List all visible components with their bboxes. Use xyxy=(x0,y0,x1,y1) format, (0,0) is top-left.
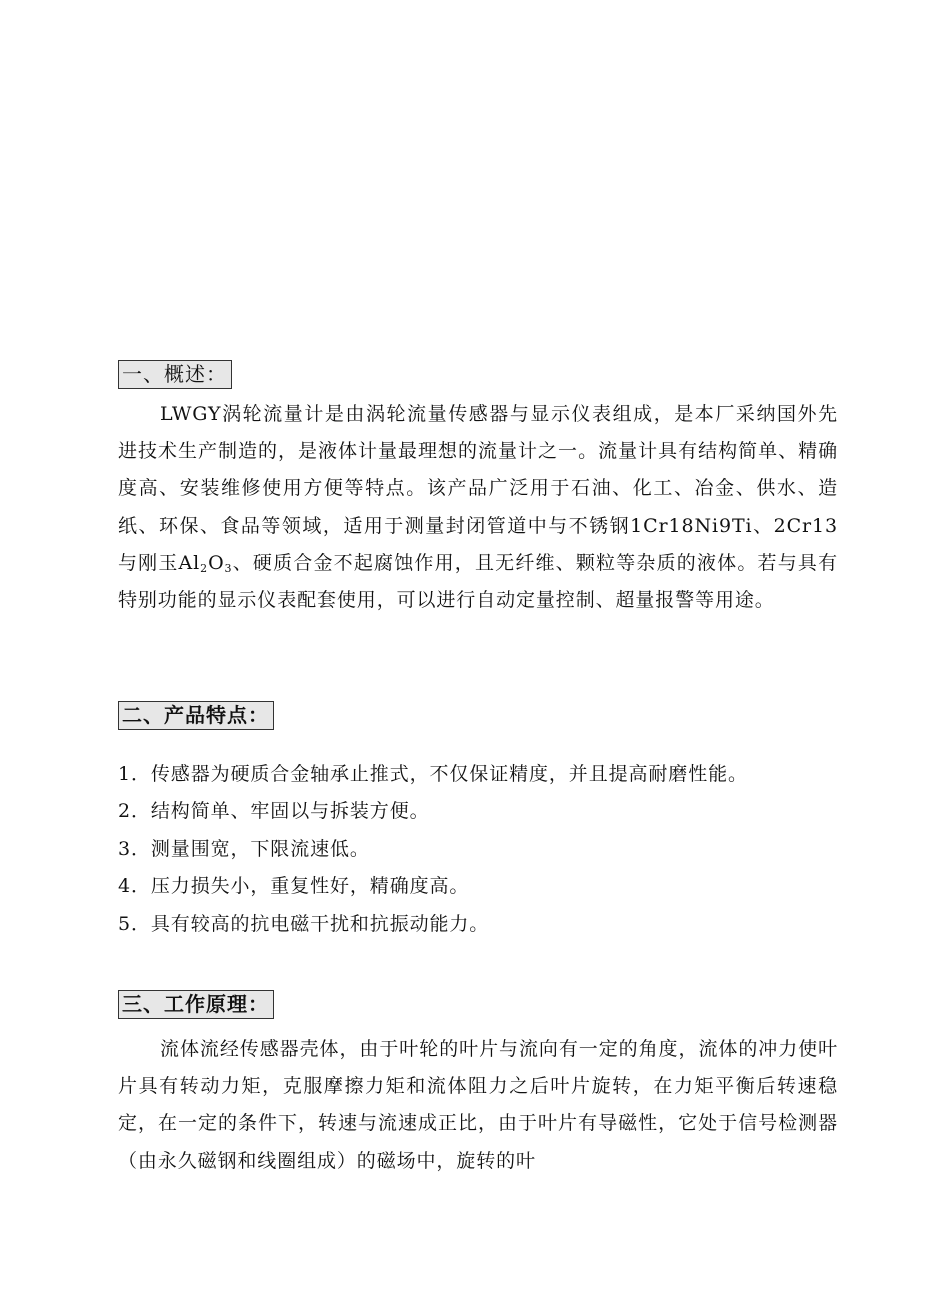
feature-item: 2．结构简单、牢固以与拆装方便。 xyxy=(118,800,430,822)
feature-item: 5．具有较高的抗电磁干扰和抗振动能力。 xyxy=(118,913,490,935)
section-heading-principle: 三、工作原理： xyxy=(118,990,274,1019)
overview-text-part2: 、硬质合金不起腐蚀作用，且无纤维、颗粒等杂质的液体。若与具有特别功能的显示仪表配套使用，可以进行自动定量控制、超量报警等用途。 xyxy=(118,551,838,612)
principle-paragraph: 流体流经传感器壳体，由于叶轮的叶片与流向有一定的角度，流体的冲力使叶片具有转动力矩，克服摩擦力矩和流体阻力之后叶片旋转，在力矩平衡后转速稳定，在一定的条件下，转速与流速成正比，由于叶片有导磁性，它处于信号检测器（由永久磁钢和线圈组成）的磁场中，旋转的叶 xyxy=(118,1038,838,1172)
overview-paragraph xyxy=(118,396,838,619)
overview-text-part1: LWGY涡轮流量计是由涡轮流量传感器与显示仪表组成，是本厂采纳国外先进技术生产制造的，是液体计量最理想的流量计之一。流量计具有结构简单、精确度高、安装维修使用方便等特点。该产品广泛用于石油、化工、冶金、供水、造纸、环保、食品等领域，适用于测量封闭管道中与不锈钢1Cr18Ni9Ti、2Cr13与刚玉Al xyxy=(118,403,838,574)
formula-subscript-3: 3 xyxy=(224,561,233,575)
feature-item: 1．传感器为硬质合金轴承止推式，不仅保证精度，并且提高耐磨性能。 xyxy=(118,763,748,785)
formula-letter-o: O xyxy=(208,551,225,574)
section-heading-features: 二、产品特点： xyxy=(118,701,274,730)
formula-subscript-2: 2 xyxy=(200,561,209,575)
section-heading-overview: 一、概述： xyxy=(118,360,232,389)
feature-item: 4．压力损失小，重复性好，精确度高。 xyxy=(118,875,470,897)
feature-item: 3．测量围宽，下限流速低。 xyxy=(118,838,370,860)
